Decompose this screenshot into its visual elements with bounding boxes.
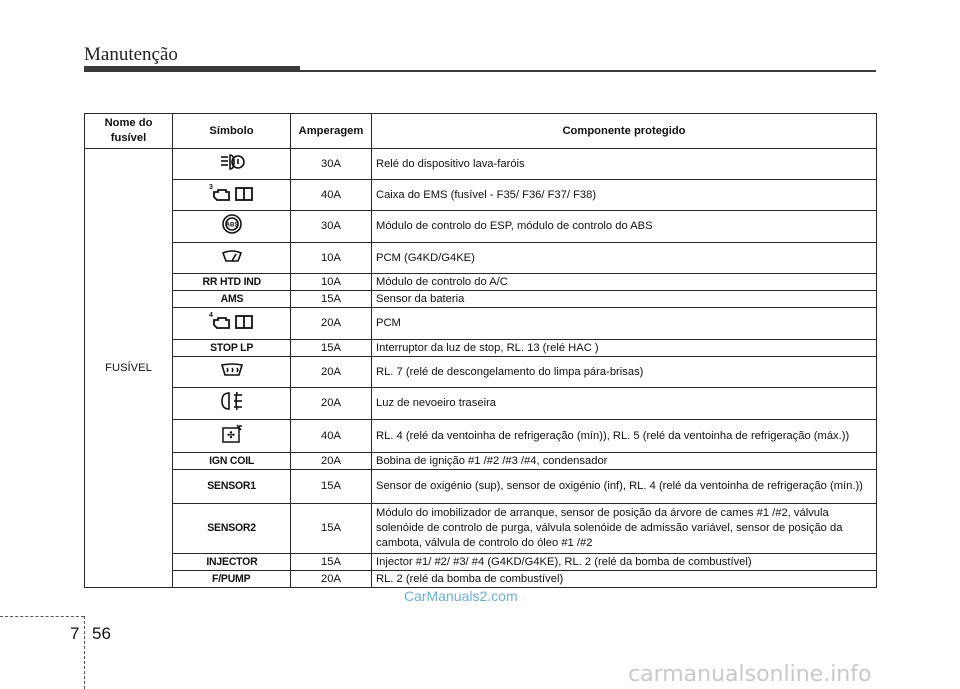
table-row — [85, 571, 877, 588]
symbol-label: SENSOR2 — [207, 522, 256, 534]
wiper-icon — [221, 249, 243, 268]
footer-rule — [0, 616, 84, 618]
table-row — [85, 420, 877, 453]
fuse-table — [84, 113, 877, 588]
symbol-cell — [173, 308, 291, 340]
col-header-fuse-name: Nome do fusível — [85, 114, 173, 149]
svg-text:✣: ✣ — [226, 429, 235, 440]
amperage-cell: 20A — [291, 357, 372, 388]
symbol-cell — [173, 470, 291, 504]
amperage-cell: 40A — [291, 420, 372, 453]
fuse-group-name: FUSÍVEL — [85, 149, 173, 588]
component-cell: Caixa do EMS (fusível - F35/ F36/ F37/ F38) — [372, 180, 877, 211]
table-header-row — [85, 114, 877, 149]
component-cell: Interruptor da luz de stop, RL. 13 (relé HAC ) — [372, 340, 877, 357]
amperage-cell: 15A — [291, 291, 372, 308]
component-cell: Sensor da bateria — [372, 291, 877, 308]
component-cell: Injector #1/ #2/ #3/ #4 (G4KD/G4KE), RL. 2 (relé da bomba de combustível) — [372, 554, 877, 571]
symbol-cell — [173, 504, 291, 554]
headlamp-washer-icon — [219, 153, 245, 176]
symbol-label: INJECTOR — [205, 555, 258, 568]
col-header-symbol: Símbolo — [173, 114, 291, 149]
symbol-cell — [173, 291, 291, 308]
windshield-defroster-icon — [220, 363, 244, 382]
symbol-cell — [173, 274, 291, 291]
amperage-cell: 20A — [291, 308, 372, 340]
svg-text:4: 4 — [208, 312, 213, 319]
abs-icon — [221, 213, 243, 240]
amperage-cell: 30A — [291, 211, 372, 243]
radiator-fan-icon — [220, 423, 244, 450]
component-cell: Módulo de controlo do A/C — [372, 274, 877, 291]
table-row — [85, 274, 877, 291]
component-cell: RL. 2 (relé da bomba de combustível) — [372, 571, 877, 588]
component-cell: Sensor de oxigénio (sup), sensor de oxigénio (inf), RL. 4 (relé da ventoinha de refrigeração (mín.)) — [372, 470, 877, 504]
component-cell: Bobina de ignição #1 /#2 /#3 /#4, condensador — [372, 453, 877, 470]
symbol-cell — [173, 211, 291, 243]
symbol-cell — [173, 388, 291, 420]
amperage-cell: 20A — [291, 571, 372, 588]
header-bar — [84, 66, 300, 72]
symbol-cell — [173, 420, 291, 453]
table-row — [85, 504, 877, 554]
component-cell: Módulo do imobilizador de arranque, sensor de posição da árvore de cames #1 /#2, válvula solenóide de controlo de purga, válvula solenóide de admissão variável, sensor de posição da cambota, válvula de controlo do óleo #1 /#2 — [372, 504, 877, 554]
amperage-cell: 20A — [291, 388, 372, 420]
amperage-cell: 15A — [291, 504, 372, 554]
table-row — [85, 308, 877, 340]
symbol-label: F/PUMP — [212, 572, 251, 585]
table-row — [85, 211, 877, 243]
engine-4-manual-icon — [208, 310, 256, 337]
amperage-cell: 10A — [291, 274, 372, 291]
table-row — [85, 340, 877, 357]
symbol-cell — [173, 340, 291, 357]
site-watermark: carmanualsonline.info — [628, 662, 872, 687]
component-cell: PCM — [372, 308, 877, 340]
symbol-cell — [173, 149, 291, 180]
header-rule — [300, 70, 876, 72]
symbol-cell — [173, 453, 291, 470]
symbol-cell — [173, 243, 291, 274]
symbol-label: STOP LP — [209, 341, 253, 354]
footer-divider — [84, 616, 86, 689]
table-row — [85, 180, 877, 211]
table-row — [85, 357, 877, 388]
component-cell: RL. 7 (relé de descongelamento do limpa pára-brisas) — [372, 357, 877, 388]
component-cell: Luz de nevoeiro traseira — [372, 388, 877, 420]
symbol-cell — [173, 571, 291, 588]
page-title: Manutenção — [84, 44, 178, 65]
symbol-label: SENSOR1 — [207, 480, 256, 492]
table-row — [85, 453, 877, 470]
amperage-cell: 40A — [291, 180, 372, 211]
symbol-cell — [173, 357, 291, 388]
component-cell: Relé do dispositivo lava-faróis — [372, 149, 877, 180]
table-row — [85, 243, 877, 274]
amperage-cell: 15A — [291, 340, 372, 357]
engine-3-manual-icon — [208, 182, 256, 209]
table-row — [85, 388, 877, 420]
amperage-cell: 10A — [291, 243, 372, 274]
svg-text:ABS: ABS — [225, 222, 238, 229]
symbol-cell — [173, 554, 291, 571]
component-cell: PCM (G4KD/G4KE) — [372, 243, 877, 274]
rear-fog-lamp-icon — [219, 390, 245, 417]
table-row — [85, 291, 877, 308]
page-number: 56 — [92, 624, 111, 643]
component-cell: Módulo de controlo do ESP, módulo de controlo do ABS — [372, 211, 877, 243]
amperage-cell: 30A — [291, 149, 372, 180]
table-row — [85, 149, 877, 180]
amperage-cell: 15A — [291, 470, 372, 504]
col-header-component: Componente protegido — [372, 114, 877, 149]
table-row — [85, 554, 877, 571]
chapter-number: 7 — [70, 624, 80, 643]
symbol-label: AMS — [220, 292, 243, 305]
amperage-cell: 20A — [291, 453, 372, 470]
col-header-amperage: Amperagem — [291, 114, 372, 149]
table-row — [85, 470, 877, 504]
component-cell: RL. 4 (relé da ventoinha de refrigeração (mín)), RL. 5 (relé da ventoinha de refrigeração (máx.)) — [372, 420, 877, 453]
svg-text:3: 3 — [208, 183, 213, 191]
watermark-text: CarManuals2.com — [404, 588, 518, 604]
symbol-cell — [173, 180, 291, 211]
symbol-label: RR HTD IND — [202, 275, 261, 288]
amperage-cell: 15A — [291, 554, 372, 571]
symbol-label: IGN COIL — [209, 454, 254, 467]
